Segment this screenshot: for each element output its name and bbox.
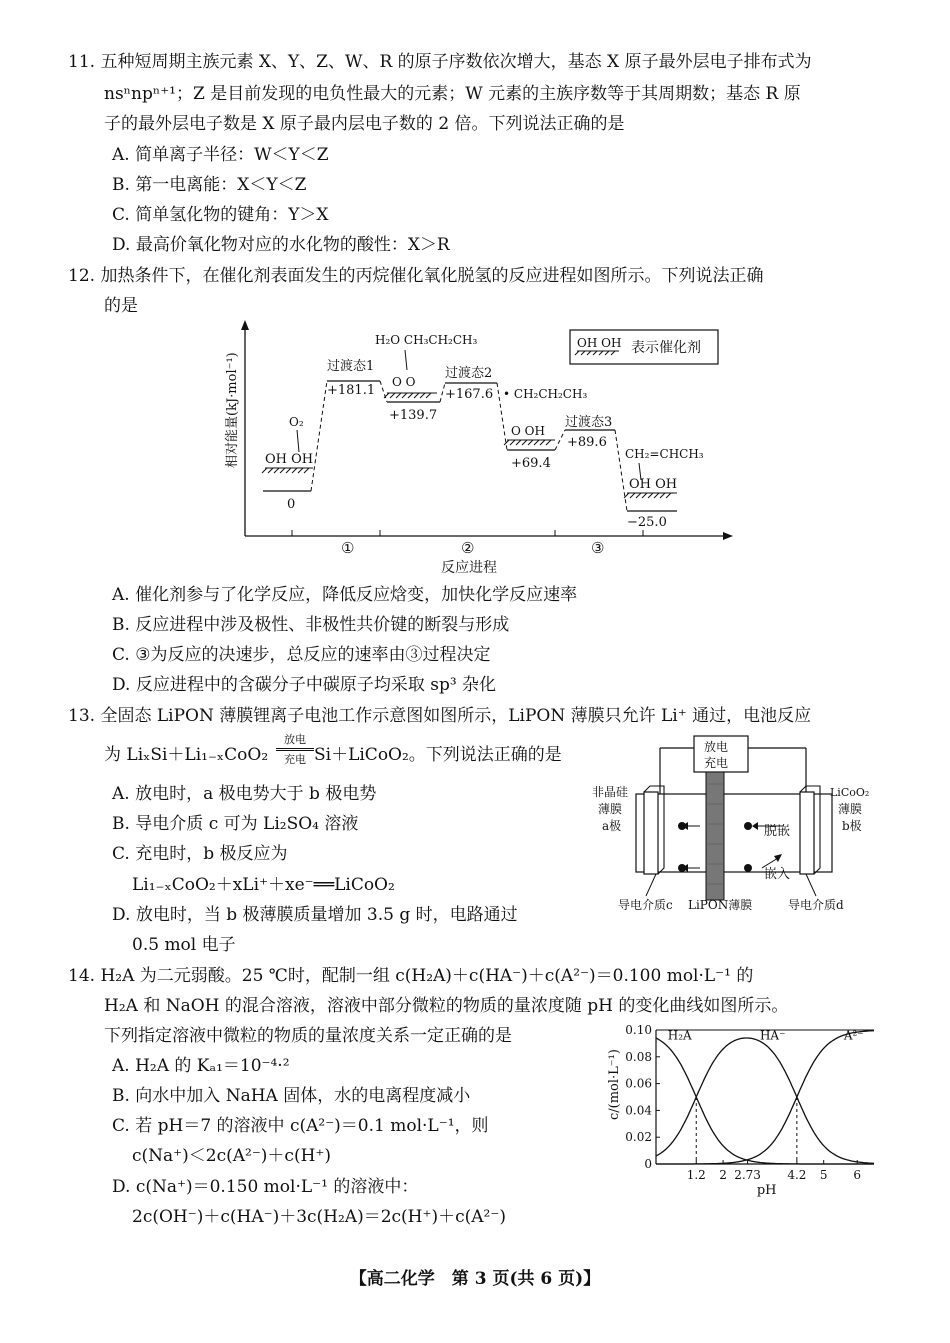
ts3-label: 过渡态3 [565, 415, 613, 430]
energy-diagram [215, 318, 735, 580]
q13-arrow [276, 733, 314, 766]
chart-series-label: H₂A [667, 1028, 692, 1043]
legend-symbol: OH OH [577, 336, 622, 350]
energy-0: 0 [287, 497, 296, 512]
step-1: ① [341, 539, 355, 557]
energy-ts3: +89.6 [567, 435, 607, 450]
label-out: 脱嵌 [764, 824, 791, 839]
page-footer: 【高二化学 第 3 页(共 6 页)】 [349, 1269, 601, 1289]
chart-xtick-label: 4.2 [787, 1168, 807, 1182]
q13-option-b: B. 导电介质 c 可为 Li₂SO₄ 溶液 [112, 814, 359, 834]
membrane-label: LiPON薄膜 [688, 898, 753, 912]
q14-option-a: A. H₂A 的 Kₐ₁＝10⁻⁴·² [112, 1056, 290, 1076]
chart-ylabel: c/(mol·L⁻¹) [607, 1049, 622, 1120]
left-label-2: 薄膜 [598, 802, 623, 816]
chart-xtick-label: 2 [719, 1168, 727, 1182]
y-axis-label: 相对能量(kJ·mol⁻¹) [225, 352, 240, 468]
energy-int2: +69.4 [511, 456, 551, 471]
chart-ytick-label: 0 [644, 1157, 652, 1171]
q12-option-c: C. ③为反应的决速步，总反应的速率由③过程决定 [112, 645, 491, 665]
propene-label: CH₂=CHCH₃ [625, 447, 704, 461]
ts2-label: 过渡态2 [445, 366, 493, 381]
q11-stem-2: nsⁿnpⁿ⁺¹；Z 是目前发现的电负性最大的元素；W 元素的主族序数等于其周期数；基态 R 原 [104, 84, 801, 104]
lipon-membrane [706, 772, 724, 900]
energy-final: −25.0 [627, 515, 667, 530]
q11-stem-3: 子的最外层电子数是 X 原子最内层电子数的 2 倍。下列说法正确的是 [104, 114, 625, 134]
electrode-b [800, 792, 814, 874]
chart-ytick-label: 0.08 [625, 1049, 652, 1064]
right-label-3: b极 [842, 819, 862, 833]
q14-option-d: D. c(Na⁺)＝0.150 mol·L⁻¹ 的溶液中： [112, 1177, 419, 1197]
q13-option-a: A. 放电时，a 极电势大于 b 极电势 [112, 784, 377, 804]
medium-c: 导电介质c [618, 898, 673, 912]
left-label-3: a极 [602, 819, 622, 833]
chart-xtick-label: 1.2 [686, 1168, 706, 1182]
q14-option-c: C. 若 pH＝7 的溶液中 c(A²⁻)＝0.1 mol·L⁻¹，则 [112, 1116, 489, 1136]
oo-label: O O [392, 375, 416, 389]
legend-text: 表示催化剂 [631, 340, 701, 356]
q13-option-c: C. 充电时，b 极反应为 [112, 844, 288, 864]
q14-option-b: B. 向水中加入 NaHA 固体，水的电离程度减小 [112, 1086, 471, 1106]
ooh-label: O OH [511, 424, 545, 438]
chart-xtick-label: 6 [853, 1168, 862, 1182]
left-label-1: 非晶硅 [592, 785, 629, 799]
chart-ytick-label: 0.10 [625, 1023, 652, 1037]
x-axis-arrow [723, 532, 733, 540]
q14-stem-3: 下列指定溶液中微粒的物质的量浓度关系一定正确的是 [104, 1026, 512, 1046]
q13-stem-2a: 为 LiₓSi＋Li₁₋ₓCoO₂ [104, 745, 269, 765]
energy-ts2: +167.6 [445, 387, 494, 402]
q13-option-d: D. 放电时，当 b 极薄膜质量增加 3.5 g 时，电路通过 [112, 905, 518, 925]
y-axis-arrow [241, 320, 249, 330]
q13-stem-2b: Si＋LiCoO₂。下列说法正确的是 [314, 745, 562, 765]
o2-label: O₂ [289, 415, 304, 429]
chart-series-label: HA⁻ [759, 1028, 786, 1043]
q11-option-a: A. 简单离子半径：W＜Y＜Z [112, 145, 329, 165]
chart-ytick-label: 0.04 [625, 1103, 652, 1118]
q13-option-d-cont: 0.5 mol 电子 [132, 935, 236, 955]
curve-h2a [656, 1038, 874, 1164]
electrode-a [644, 792, 658, 874]
chart-series-label: A²⁻ [843, 1028, 864, 1043]
q12-option-d: D. 反应进程中的含碳分子中碳原子均采取 sp³ 杂化 [112, 675, 497, 695]
chart-xlabel: pH [756, 1183, 777, 1198]
q12-stem-2: 的是 [104, 296, 138, 316]
q11-stem-1: 11. 五种短周期主族元素 X、Y、Z、W、R 的原子序数依次增大，基态 X 原子最外层电子排布式为 [68, 52, 812, 72]
energy-int1: +139.7 [389, 408, 438, 423]
chart-xtick-label: 2.73 [734, 1168, 761, 1182]
chart-xtick-label: 5 [819, 1168, 828, 1182]
q14-stem-1: 14. H₂A 为二元弱酸。25 ℃时，配制一组 c(H₂A)＋c(HA⁻)＋c(A²⁻)＝0.100 mol·L⁻¹ 的 [68, 966, 754, 986]
switch-discharge: 放电 [704, 740, 729, 754]
chart-ytick-label: 0.02 [625, 1130, 652, 1145]
chart-ytick-label: 0.06 [625, 1076, 652, 1091]
distribution-chart [604, 1018, 894, 1200]
propyl-radical: • CH₂CH₂CH₃ [503, 387, 588, 401]
ts1-label: 过渡态1 [327, 359, 375, 374]
q11-option-c: C. 简单氢化物的键角：Y＞X [112, 205, 329, 225]
q14-option-d-cont: 2c(OH⁻)＋c(HA⁻)＋3c(H₂A)＝2c(H⁺)＋c(A²⁻) [132, 1207, 506, 1227]
q13-equilibrium-arrow [276, 748, 314, 749]
energy-ts1: +181.1 [327, 383, 376, 398]
label-in: 嵌入 [764, 867, 791, 882]
ohoh-start: OH OH [265, 452, 314, 467]
q12-option-b: B. 反应进程中涉及极性、非极性共价键的断裂与形成 [112, 615, 510, 635]
q13-charge: 充电 [284, 753, 306, 766]
q12-stem-1: 12. 加热条件下，在催化剂表面发生的丙烷催化氧化脱氢的反应进程如图所示。下列说法正确 [68, 266, 764, 286]
curve-a2 [656, 1031, 874, 1164]
q12-option-a: A. 催化剂参与了化学反应，降低反应焓变，加快化学反应速率 [112, 585, 578, 605]
right-label-2: 薄膜 [838, 802, 863, 816]
q14-stem-2: H₂A 和 NaOH 的混合溶液，溶液中部分微粒的物质的量浓度随 pH 的变化曲线如图所示。 [104, 996, 789, 1016]
q13-stem-1: 13. 全固态 LiPON 薄膜锂离子电池工作示意图如图所示，LiPON 薄膜只允许 Li⁺ 通过，电池反应 [68, 706, 812, 726]
q13-discharge: 放电 [284, 733, 306, 746]
q11-option-b: B. 第一电离能：X＜Y＜Z [112, 175, 307, 195]
curve-ha [656, 1038, 874, 1163]
step-2: ② [461, 539, 475, 557]
h2o-propane: H₂O CH₃CH₂CH₃ [375, 333, 478, 347]
right-label-1: LiCoO₂ [830, 786, 870, 799]
ohoh-end: OH OH [629, 477, 678, 492]
q13-option-c-eq: Li₁₋ₓCoO₂＋xLi⁺＋xe⁻══LiCoO₂ [132, 875, 395, 895]
medium-d: 导电介质d [788, 898, 844, 912]
switch-charge: 充电 [704, 756, 729, 770]
x-axis-label: 反应进程 [441, 560, 497, 576]
battery-diagram [588, 734, 888, 916]
step-3: ③ [591, 539, 605, 557]
q14-option-c-cont: c(Na⁺)＜2c(A²⁻)＋c(H⁺) [132, 1146, 332, 1166]
q11-option-d: D. 最高价氧化物对应的水化物的酸性：X＞R [112, 235, 450, 255]
